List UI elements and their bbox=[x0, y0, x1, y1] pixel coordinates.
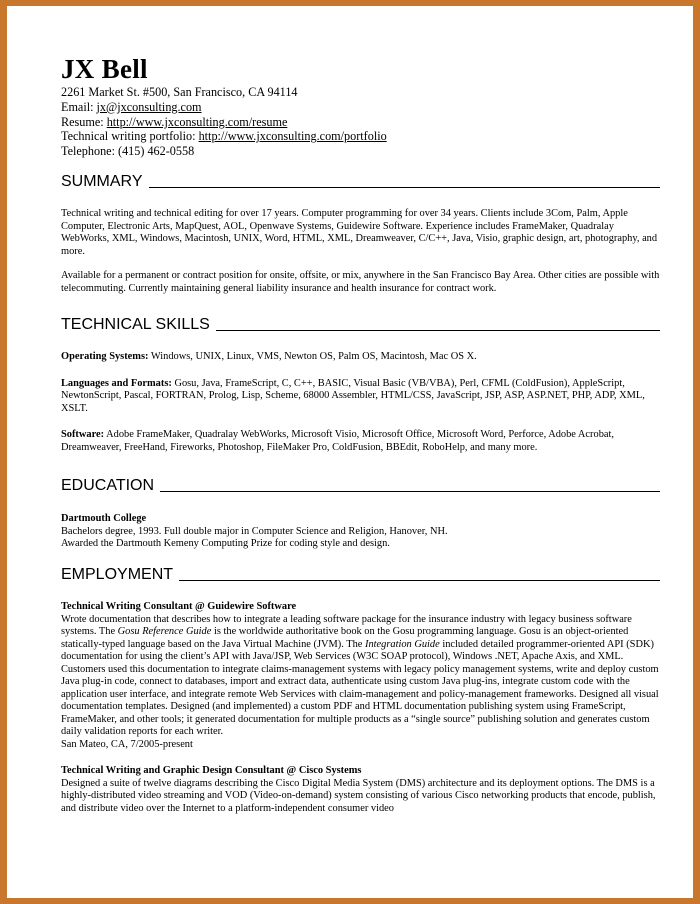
resume-link[interactable]: http://www.jxconsulting.com/resume bbox=[106, 114, 288, 129]
skills-heading: TECHNICAL SKILLS bbox=[61, 316, 660, 334]
award-line: Awarded the Dartmouth Kemeny Computing Prize for coding style and design. bbox=[61, 538, 390, 549]
skills-languages: Languages and Formats: Gosu, Java, FrameScript, C, C++, BASIC, Visual Basic (VB/VBA), Perl, CFML (ColdFusion), AppleScript, NewtonScript, Pascal, FORTRAN, Prolog, Lisp, Scheme, 68000 Assembler, HTML/CSS, JavaScript, JSP, ASP, ASP.NET, PHP, ADP, XML, XSLT. bbox=[61, 377, 645, 414]
heading-rule bbox=[179, 580, 660, 581]
skills-os: Operating Systems: Windows, UNIX, Linux, VMS, Newton OS, Palm OS, Macintosh, Mac OS X. bbox=[61, 351, 477, 362]
education-section bbox=[61, 513, 661, 551]
employment-heading: EMPLOYMENT bbox=[61, 566, 660, 584]
school-name: Dartmouth College bbox=[61, 513, 147, 524]
job-title: Technical Writing and Graphic Design Consultant @ Cisco Systems bbox=[61, 765, 362, 776]
skills-section bbox=[61, 351, 661, 454]
email-line: Email: jx@jxconsulting.com bbox=[61, 99, 202, 114]
job-title: Technical Writing Consultant @ Guidewire Software bbox=[61, 601, 297, 612]
heading-rule bbox=[160, 491, 660, 492]
education-heading: EDUCATION bbox=[61, 477, 660, 495]
contact-block bbox=[61, 85, 387, 159]
telephone: Telephone: (415) 462-0558 bbox=[61, 144, 195, 159]
heading-rule bbox=[216, 330, 660, 331]
degree-line: Bachelors degree, 1993. Full double major in Computer Science and Religion, Hanover, NH. bbox=[61, 525, 448, 537]
job-location: San Mateo, CA, 7/2005-present bbox=[61, 738, 193, 750]
summary-heading: SUMMARY bbox=[61, 173, 660, 191]
portfolio-link[interactable]: http://www.jxconsulting.com/portfolio bbox=[198, 129, 387, 144]
resume-page bbox=[7, 6, 693, 898]
resume-name: JX Bell bbox=[61, 54, 148, 84]
availability-paragraph: Available for a permanent or contract position for onsite, offsite, or mix, anywhere in the San Francisco Bay Area. Other cities are possible with telecommuting. Currently maintaining general liability insurance and health insurance for contract work. bbox=[61, 270, 660, 294]
heading-rule bbox=[149, 187, 661, 188]
address: 2261 Market St. #500, San Francisco, CA 94114 bbox=[61, 85, 298, 99]
summary-paragraph: Technical writing and technical editing for over 17 years. Computer programming for over 34 years. Clients include 3Com, Palm, Apple Computer, Electronic Arts, MapQuest, AOL, Openwave Systems, Guidewire Software. Experience includes FrameMaker, Quadralay WebWorks, XML, Windows, Macintosh, UNIX, Word, HTML, XML, Dreamweaver, C/C++, Java, Visio, graphic design, art, photography, and more. bbox=[61, 208, 658, 257]
employment-section bbox=[61, 601, 661, 815]
skills-software: Software: Adobe FrameMaker, Quadralay WebWorks, Microsoft Visio, Microsoft Office, Microsoft Word, Perforce, Adobe Acrobat, Dreamweaver, FreeHand, Fireworks, Photoshop, FileMaker Pro, ColdFusion, BBEdit, RoboHelp, and many more. bbox=[61, 429, 614, 453]
portfolio-line: Technical writing portfolio: http://www.jxconsulting.com/portfolio bbox=[61, 129, 387, 144]
job-description: Designed a suite of twelve diagrams describing the Cisco Digital Media System (DMS) architecture and its deployment options. The DMS is a highly-distributed video streaming and VOD (Video-on-demand) system consisting of various Cisco networking products that encode, publish, and distribute video over the Internet to a platform-independent consumer video bbox=[61, 777, 656, 814]
job-description: Wrote documentation that describes how to integrate a leading software package for the insurance industry with legacy business software systems. The Gosu Reference Guide is the worldwide authoritative book on the Gosu programming language. Gosu is an object-oriented statically-typed language based on the Java Virtual Machine (JVM). The Integration Guide included detailed programmer-oriented API (SDK) documentation for using the client’s API with Java/JSP, Web Services (W3C SOAP protocol), Windows .NET, Apache Axis, and XML. Customers used this documentation to integrate claims-management systems with legacy policy management systems, write and deploy custom Java plug-in code, connect to databases, import and extract data, authenticate using custom Java plug-ins, integrate custom code with the application user interface, and integrate remote Web Services with claim-management and policy-management frameworks. Designed all visual documentation templates. Designed (and implemented) a custom PDF and HTML documentation publishing system using FrameScript, FrameMaker, and other tools; it generated documentation for multiple products as a “single source” publishing solution and generates custom daily validation reports for each writer. bbox=[61, 613, 659, 737]
summary-section bbox=[61, 208, 661, 295]
email-link[interactable]: jx@jxconsulting.com bbox=[96, 99, 202, 114]
resume-line: Resume: http://www.jxconsulting.com/resume bbox=[61, 114, 288, 129]
